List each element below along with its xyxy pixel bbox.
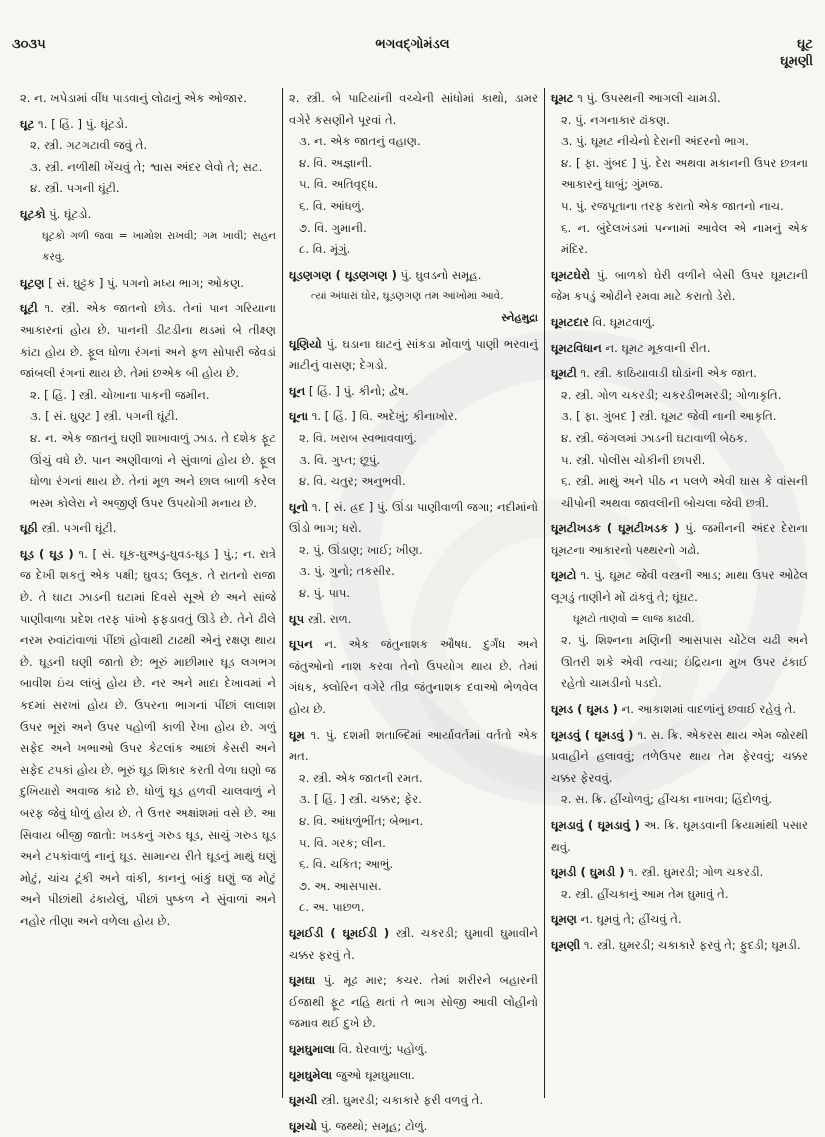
definition: પું. ઘડાના ઘાટનું સાંકડા મોંવાળું પાણી ભરવાનું માટીનું વાસણ; દેગડો. [289,336,538,373]
definition: પું. ઘુવડનો સમૂહ. [400,267,482,282]
dictionary-entry [551,725,808,811]
headword: ઘૂમટઘેરો [551,267,590,282]
definition: પું. જથ્થો; સમૂહ; ટોળું. [320,1118,428,1133]
definition-sense: ૨. સ્ત્રી. ગોળ ચકરડી; ચકરડીભમરડી; ગોળાકૃતિ. [561,387,782,402]
definition: સ્ત્રી. રાળ. [307,611,352,626]
definition-sense: ઘૂમટો તાણવો = લાજ કાઢવી. [573,612,695,625]
headword: ઘૂમઘા [289,973,316,988]
headword: ઘૂમડવું ( ઘૂમડવું ) [551,727,634,742]
headword: ઘૂપન [289,637,313,652]
dictionary-entry [289,265,538,330]
dictionary-entry [551,815,808,858]
dictionary-entry [289,88,538,261]
headword: ઘૂમટી [551,366,577,381]
dictionary-entry [551,363,808,514]
guide-word-first: ઘૂટ [796,36,813,52]
guide-word-last: ઘૂમણી [780,54,813,69]
column-2 [282,88,544,1133]
definition: ન. ઘૂમટ મૂકવાની રીત. [605,340,711,355]
definition: ૨. ન. ખપેડામાં વીંધ પાડવાનું લોઢાનું એક ઓજાર. [20,91,247,105]
headword: ઘૂમચી [289,1093,318,1108]
definition: અ. ક્રિ. ઘૂમડવાની ક્રિયામાંથી પસાર થવું. [551,818,809,854]
definition: ૨. સ્ત્રી. બે પાટિયાંની વચ્ચેની સાંધોમાં કાથો, ડામર વગેરે કસણીને પૂરવાં તે. [289,91,538,127]
definition: [ હિં. ] પું. કીનો; દ્વેષ. [308,383,409,398]
headword: ઘૂટણ [20,275,45,290]
dictionary-entry [20,518,276,540]
dictionary-entry [551,699,808,721]
definition-sense: ૨. પું. નગનાકાર ઢાંકણ. [561,112,670,127]
headword: ઘૂમઘુમેલા [289,1067,333,1082]
headword: ઘૂમઈડી ( ઘૂમઈડી ) [289,925,390,940]
definition-sense: ૮. અ. પાછળ. [299,900,365,915]
headword: ઘૂમટીખડક ( ઘૂમટીખડક ) [551,521,680,536]
definition: ૧. સ. ક્રિ. એકરસ થાય એમ જોરથી પ્રવાહીને હલાવવું; તળેઉપર થાય તેમ ફેરવવું; ચક્કર ચક્કર ફેરવવું. [551,727,809,785]
definition-sense: ૭. અ. આસપાસ. [299,878,382,893]
definition: ન. આકાશમાં વાદળાંનું છવાઈ રહેવું તે. [621,702,797,717]
dictionary-entry [20,544,276,933]
column-3 [544,88,814,1098]
page-number: ૩૦૩૫ [12,36,46,52]
headword: ઘૂમડ ( ઘૂમડ ) [551,702,618,717]
headword: ઘૂમટ [551,91,574,105]
dictionary-entry [551,862,808,905]
definition: વિ. ઘૂમટવાળું. [592,314,656,329]
headword: ઘૂટી [20,301,38,316]
definition-sense: ૨. સ. ક્રિ. હીંચોળવું; હીંચકા નાખવા; હિંદોળવું. [561,792,773,807]
definition-sense: ૬. સ્ત્રી. માથું અને પીઠ ન પલળે એવી ઘાસ કે વાંસની ચીપોની અથવા જાવલીની બોચલા જેવી છત્રી. [561,474,808,510]
definition-sense: ૬. વિ. આંધળું. [299,198,365,213]
definition-sense: ૨. [ હિં. ] સ્ત્રી. ચોખાના પાકની જમીન. [30,387,210,402]
definition-sense: ૫. પું. રજપૂતાના તરફ કરાતો એક જાતનો નાચ. [561,198,784,213]
definition: [ સં. ઘુટ્ટક ] પું. પગનો મધ્ય ભાગ; ઓકણ. [48,275,244,290]
dictionary-entry [20,114,276,200]
definition-sense: ૪. વિ. આંધળુંભીંત; બેભાન. [299,814,424,828]
definition: ૧. સ્ત્રી. કાઠિયાવાડી ઘોડાંની એક જાત. [580,366,757,381]
definition: ૧. [ હિં. ] વિ. અદેખું; કીનાખોર. [311,409,458,424]
headword: ઘૂટ [20,116,35,131]
dictionary-entry [289,1116,538,1137]
headword: ઘૂમણ [551,912,577,927]
headword: ઘૂડણગણ ( ઘૂડણગણ ) [289,267,397,282]
definition-sense: ૪. પું. પાપ. [299,586,351,601]
definition: ૧. [ હિં. ] પું. ઘૂંટડો. [38,116,128,131]
dictionary-entry [289,634,538,720]
definition: ૧. સ્ત્રી. ઘુમરડી; ગોળ ચકરડી. [628,865,764,880]
dictionary-entry [551,909,808,931]
definition-sense: ૩. [ સં. ઘુણ્ટ ] સ્ત્રી. પગની ઘૂંટી. [30,409,179,424]
definition: સ્ત્રી. પગની ઘૂંટી. [41,521,117,536]
headword: ઘૂમ [289,727,305,742]
definition-sense: ૪. સ્ત્રી. પગની ઘૂંટી. [30,181,120,196]
dictionary-entry [551,565,808,695]
dictionary-entry [289,923,538,966]
dictionary-entry [289,1090,538,1112]
headword: ઘૂમડાવું ( ઘૂમડાવું ) [551,818,640,832]
definition-sense: ૪. વિ. અજ્ઞાની. [299,155,373,170]
headword: ઘૂનો [289,499,309,514]
definition: વિ. ઘેરવાળું; પહોળું. [338,1041,428,1056]
definition: પું. જમીનની અંદર દેરાના ઘૂમટના આકારનો પથ્થરનો ગઢો. [551,521,808,557]
definition-sense: ૨. પું. ઊંડાણ; ખાઈ; ખીણ. [299,542,423,557]
definition: સ્ત્રી. ઘુમરડી; ચકાકારે ફરી વળવું તે. [321,1093,484,1108]
definition: પું. મૂઢ માર; કચર. તેમાં શરીરને બહારની ઈજાથી ફૂટ નહિ થતાં તે ભાગ સોજી આવી લોહીનો જમાવ થઈ દુખે છે. [289,973,538,1031]
dictionary-entry [551,518,808,561]
definition-sense: ૩. પું. ઘૂમટ નીચેનો દેરાની અંદરનો ભાગ. [561,134,749,149]
dictionary-entry [20,88,276,110]
definition: ૧ પું. ઉપસ્થની આગલી ચામડી. [577,91,721,105]
dictionary-entry [551,88,808,261]
headword: ઘૂમટવિધાન [551,340,602,355]
headword: ઘૂન [289,383,306,398]
definition-sense: ત્યાં અંધારાં ઘોર, ઘૂડણગણ તમ આંખોમાં આવે. [311,290,504,303]
dictionary-entry [20,298,276,514]
definition-sense: ૨. વિ. ખરાબ સ્વભાવવાળું. [299,430,417,445]
definition-sense: ૬. ન. બુંદેલખંડમાં પન્નામાં આવેલ એ નામનું એક મંદિર. [561,220,808,257]
headword: ઘૂમણી [551,937,581,952]
headword: ઘૂઠી [20,521,38,536]
headword: ઘૂણિયો [289,336,322,351]
definition-sense: ૮. વિ. મૂંગું. [299,242,351,257]
dictionary-entry [551,935,808,957]
column-1 [14,88,282,1098]
dictionary-entry [20,273,276,295]
definition: ૧. પું. દશમી શતાબ્દિમાં આર્યાવર્તમાં વર્તતો એક મત. [289,727,538,764]
dictionary-columns [14,88,814,1133]
book-title: ભગવદ્ગોમંડલ [375,36,450,52]
dictionary-entry [289,1039,538,1061]
definition: ન. એક જંતુનાશક ઔષધ. દુર્ગંધ અને જંતુઓનો નાશ કરવા તેનો ઉપયોગ થાય છે. તેમાં ગંધક, ક્લોરિન વગેરે તીવ્ર જંતુનાશક દવાઓ ભેળવેલ હોય છે. [289,637,539,717]
definition-sense: ૫. વિ. અતિવૃદ્ધ. [299,177,379,192]
dictionary-entry [289,725,538,919]
dictionary-entry [551,265,808,308]
definition-sense: ૩. પું. ગુનો; તકસીર. [299,564,395,579]
definition-sense: ૪. ન. એક જાતનું ઘણી શાખાવાળું ઝાડ. તે દશેક ફૂટ ઊંચું વધે છે. પાન અણીવાળાં ને સુંવાળાં હોય છે. ફૂલ ધોળા રંગનાં થાય છે. તેનાં મૂળ અને છાલ બાળી કરેલ ભસ્મ કોલેરા ને અજીર્ણ ઉપર ઉપયોગી મનાય છે. [30,430,276,510]
definition: ૧. સ્ત્રી. ઘુમરડી; ચકાકારે ફરવું તે; ફુદડી; ઘૂમડી. [583,937,801,952]
definition: ન. ઘૂમવું તે; હીંચવું તે. [580,912,682,927]
definition-sense: ૪. સ્ત્રી. જંગલમાં ઝાડની ઘટાવાળી બેઠક. [561,430,748,445]
definition: ૧. [ સં. ઘૂક-ઘુઅડુ-ઘુવડ-ઘૂડ ] પું.; ન. રાત્રે જ દેખી શકતું એક પક્ષી; ઘુવડ; ઉલૂક. તે રાતનો રાજા છે. તે ઘાટા ઝાડની ઘટામાં દિવસે સૂએ છે અને સાંજે પાણીવાળા પ્રદેશ તરફ પાંખો ફફડાવતું ઊડે છે. તેને ઢીલે નરમ રુવાંટાંવાળાં પીંછાં હોવાથી ટાઢથી એનું રક્ષણ થાય છે. ઘૂડની ઘણી જાતો છે: ભૂરું માછીમાર ઘૂડ લગભગ બાવીશ ઇંચ લાંબું હોય છે. નર અને માદા દેખાવમાં ને કદમાં સરખાં હોય છે. ઉપરના ભાગનાં પીંછાં લાલાશ ઉપર ભૂરાં અને ઉપર પહોળી કાળી રેખા હોય છે. ગળું સફેદ અને ખભાઓ ઉપર કેટલાંક આછાં કેસરી અને સફેદ ટપકાં હોય છે. ભૂરું ઘૂડ શિકાર કરતી વેળા ઘણો જ દુખિયારો અવાજ કાઢે છે. ધોળું ઘૂડ હળવી ચાલવાળું ને બરફ જેવું ધોળું હોય છે. તે ઉત્તર અક્ષાંશમાં વસે છે. આ સિવાય બીજી જાતો: ખડકનું ગરુડ ઘૂડ, સાચું ગરુડ ઘૂડ અને ટપકાંવાળું નાનું ઘૂડ. સામાન્ય રીતે ઘૂડનું માથું ઘણું મોટું, ચાંચ ટૂંકી અને વાંકી, કાનનું બાંકું ઘણું જ મોટું અને પીછાંથી ઢંકાયેલું, પીછાં પુષ્કળ ને સુંવાળાં અને નહોર તીણા અને વળેલા હોય છે. [20,546,277,928]
quote-attribution: સ્નેહમુદ્રા [501,311,538,324]
definition-sense: ૩. વિ. ગુપ્ત; છૂપું. [299,452,381,467]
definition-sense: ૨. સ્ત્રી. ગટગટાવી જવું તે. [30,138,148,153]
headword: ઘૂના [289,409,309,424]
definition-sense: ૩. સ્ત્રી. નળીથી ખેંચવું તે; શ્વાસ અંદર લેવો તે; સટ. [30,159,263,174]
definition-sense: ઘૂટકો ગળી જવા = ખામોશ રાખવી; ગમ ખાવી; સહન કરવું. [42,229,276,264]
headword: ઘૂપ [289,611,305,626]
headword: ઘૂમટદાર [551,314,589,329]
dictionary-entry [289,1065,538,1087]
definition: ૧. સ્ત્રી. એક જાતનો છોડ. તેનાં પાન ગરિયાના આકારનાં હોય છે. પાનની ડીટડીના થડમાં બે તીક્ષ્ણ કાંટા હોય છે. ફૂલ ધોળા રંગનાં અને ફળ સોપારી જેવડાં જાંબલી રંગનાં થાય છે. તેમાં છએક બી હોય છે. [20,301,276,381]
definition-sense: ૩. ન. એક જાતનું વહાણ. [299,134,421,149]
headword: ઘૂમડી ( ઘુમડી ) [551,865,625,880]
definition-sense: ૫. સ્ત્રી. પોલીસ ચોકીની છાપરી. [561,452,706,467]
definition: પું. ઘૂંટડો. [49,206,92,221]
definition: ૧. [ સં. હ્રદ ] પું. ઊંડા પાણીવાળી જગા; નદીમાંનો ઊંડો ભાગ; ધરો. [289,499,539,536]
definition-sense: ૩. [ ફા. ગુંબદ ] સ્ત્રી. ઘૂમટ જેવી નાની આકૃતિ. [561,409,777,424]
definition-sense: ૩. [ હિં. ] સ્ત્રી. ચક્કર; ફેર. [299,792,422,807]
dictionary-entry [551,338,808,360]
page-header [12,34,813,54]
dictionary-entry [289,334,538,377]
definition-sense: ૨. પું. શિશ્નના મણિની આસપાસ ચોંટેલ ચઢી અને ઊતરી શકે એવી ત્વચા; ઇંદ્રિયના મુખ ઉપર ઢંકાઈ રહેતો ચામડીનો પડદો. [561,633,808,691]
definition-sense: ૪. [ ફા. ગુંબદ ] પું. દેરા અથવા મકાનની ઉપર છત્રના આકારનું ધાબું; ગુંમજ. [561,155,808,192]
dictionary-entry [289,406,538,492]
headword: ઘૂમચો [289,1118,317,1133]
dictionary-entry [289,609,538,631]
headword: ઘૂમટો [551,568,577,583]
headword: ઘૂટકો [20,206,46,221]
dictionary-entry [20,204,276,269]
headword: ઘૂડ ( ઘૂડ ) [20,546,74,561]
definition-sense: ૬. વિ. ચકિત; આભું. [299,857,394,872]
definition-sense: ૭. વિ. ગુમાની. [299,220,367,235]
definition-sense: ૨. સ્ત્રી. હીંચકાનું આમ તેમ ઘુમાવું તે. [561,886,729,901]
dictionary-entry [289,970,538,1035]
definition: પું. બાળકો ઘેરી વળીને બેસી ઉપર ઘૂમટાની જેમ કપડું ઓઢીને રમવા માટે કરાતો ડેરો. [551,267,809,304]
definition-sense: ૪. વિ. ચતુર; અનુભવી. [299,474,406,489]
definition-sense: ૫. વિ. ગરક; લીન. [299,835,386,850]
dictionary-entry [289,497,538,605]
definition: જુઓ ઘૂમઘુમાલા. [335,1067,415,1082]
definition: સ્ત્રી. ચકરડી; ઘુમાવી ઘુમાવીને ચક્કર ફરવું તે. [289,925,539,962]
dictionary-entry [289,381,538,403]
dictionary-entry [551,312,808,334]
headword: ઘૂમઘુમાલા [289,1041,335,1056]
definition-sense: ૨. સ્ત્રી. એક જાતની રમત. [299,770,423,785]
definition: ૧. પું. ઘૂમટ જેવી વસ્ત્રની આડ; માથા ઉપર ઓઢેલ લૂગડું તાણીને મોં ઢાંકવું તે; ઘૂંઘટ. [551,568,809,605]
